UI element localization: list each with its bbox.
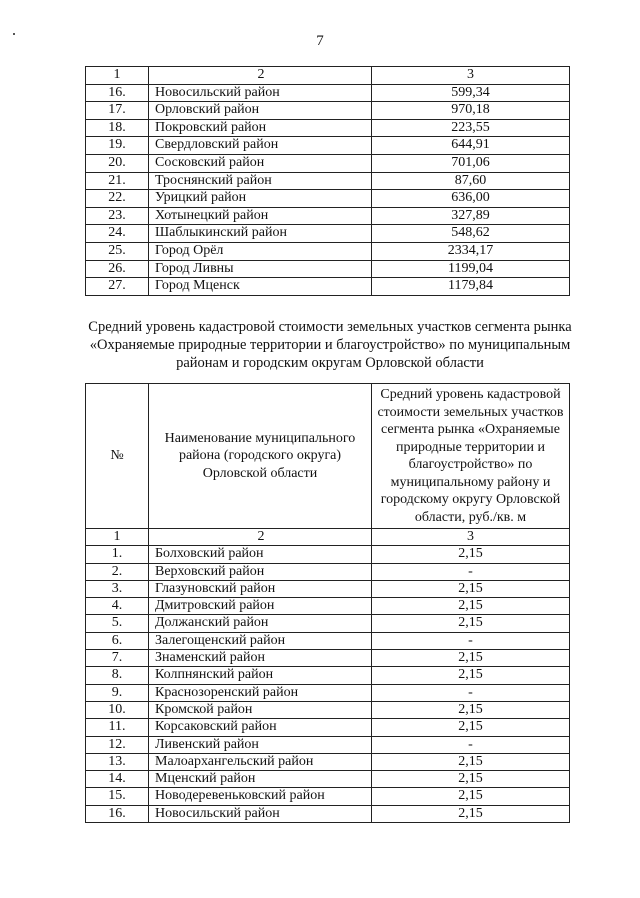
cadastral-value: 970,18 <box>372 102 570 120</box>
cadastral-value: 2,15 <box>372 546 570 563</box>
table-row <box>86 119 570 137</box>
municipality-name: Знаменский район <box>149 650 372 667</box>
table-column-number-row <box>86 67 570 85</box>
table-row <box>86 546 570 563</box>
table-row <box>86 615 570 632</box>
table-column-number-row <box>86 529 570 546</box>
municipality-name: Залегощенский район <box>149 632 372 649</box>
header-municipality-name: Наименование муниципального района (городского округа) Орловской области <box>149 384 372 529</box>
table-row <box>86 719 570 736</box>
table-header-row <box>86 384 570 529</box>
row-number: 22. <box>86 190 149 208</box>
cadastral-value: 2,15 <box>372 615 570 632</box>
row-number: 7. <box>86 650 149 667</box>
cadastral-value: 2,15 <box>372 650 570 667</box>
row-number: 17. <box>86 102 149 120</box>
cadastral-value: 644,91 <box>372 137 570 155</box>
row-number: 2. <box>86 563 149 580</box>
row-number: 10. <box>86 701 149 718</box>
cadastral-value: 2,15 <box>372 701 570 718</box>
column-number-1: 1 <box>86 67 149 85</box>
cadastral-value: 2334,17 <box>372 242 570 260</box>
cadastral-value: 87,60 <box>372 172 570 190</box>
header-average-cadastral-value: Средний уровень кадастровой стоимости земельных участков сегмента рынка «Охраняемые природные территории и благоустройство» по муниципальному району и городскому округу Орловской области, руб./кв. м <box>372 384 570 529</box>
table-row <box>86 102 570 120</box>
municipality-name: Корсаковский район <box>149 719 372 736</box>
municipality-name: Город Мценск <box>149 278 372 296</box>
row-number: 23. <box>86 207 149 225</box>
municipality-name: Должанский район <box>149 615 372 632</box>
row-number: 21. <box>86 172 149 190</box>
municipality-name: Глазуновский район <box>149 580 372 597</box>
row-number: 27. <box>86 278 149 296</box>
column-number-3: 3 <box>372 67 570 85</box>
row-number: 8. <box>86 667 149 684</box>
table-row <box>86 684 570 701</box>
row-number: 1. <box>86 546 149 563</box>
row-number: 18. <box>86 119 149 137</box>
row-number: 6. <box>86 632 149 649</box>
column-number-2: 2 <box>149 529 372 546</box>
cadastral-value: - <box>372 736 570 753</box>
column-number-2: 2 <box>149 67 372 85</box>
table-row <box>86 207 570 225</box>
table-row <box>86 805 570 822</box>
row-number: 11. <box>86 719 149 736</box>
cadastral-value: 2,15 <box>372 788 570 805</box>
municipality-name: Урицкий район <box>149 190 372 208</box>
municipality-name: Новосильский район <box>149 805 372 822</box>
municipality-name: Город Орёл <box>149 242 372 260</box>
row-number: 13. <box>86 753 149 770</box>
cadastral-value-table-continued <box>85 66 570 296</box>
row-number: 9. <box>86 684 149 701</box>
cadastral-value: - <box>372 563 570 580</box>
municipality-name: Орловский район <box>149 102 372 120</box>
protected-territories-value-table <box>85 383 570 823</box>
cadastral-value: 2,15 <box>372 667 570 684</box>
table-row <box>86 736 570 753</box>
cadastral-value: 2,15 <box>372 719 570 736</box>
cadastral-value: 701,06 <box>372 154 570 172</box>
table-row <box>86 260 570 278</box>
row-number: 5. <box>86 615 149 632</box>
municipality-name: Верховский район <box>149 563 372 580</box>
table-row <box>86 753 570 770</box>
table-caption: Средний уровень кадастровой стоимости земельных участков сегмента рынка «Охраняемые природные территории и благоустройство» по муниципальным районам и городским округам Орловской области <box>88 319 572 371</box>
page-number: 7 <box>316 33 324 49</box>
table-row <box>86 242 570 260</box>
municipality-name: Покровский район <box>149 119 372 137</box>
municipality-name: Мценский район <box>149 771 372 788</box>
cadastral-value: 2,15 <box>372 805 570 822</box>
table-row <box>86 154 570 172</box>
row-number: 19. <box>86 137 149 155</box>
row-number: 3. <box>86 580 149 597</box>
table-row <box>86 632 570 649</box>
cadastral-value: 327,89 <box>372 207 570 225</box>
municipality-name: Краснозоренский район <box>149 684 372 701</box>
municipality-name: Колпнянский район <box>149 667 372 684</box>
cadastral-value: 2,15 <box>372 580 570 597</box>
municipality-name: Новосильский район <box>149 84 372 102</box>
row-number: 15. <box>86 788 149 805</box>
row-number: 12. <box>86 736 149 753</box>
municipality-name: Город Ливны <box>149 260 372 278</box>
cadastral-value: 1199,04 <box>372 260 570 278</box>
cadastral-value: 1179,84 <box>372 278 570 296</box>
municipality-name: Шаблыкинский район <box>149 225 372 243</box>
municipality-name: Хотынецкий район <box>149 207 372 225</box>
municipality-name: Свердловский район <box>149 137 372 155</box>
table-row <box>86 137 570 155</box>
row-number: 16. <box>86 805 149 822</box>
municipality-name: Дмитровский район <box>149 598 372 615</box>
column-number-3: 3 <box>372 529 570 546</box>
cadastral-value: - <box>372 632 570 649</box>
table-row <box>86 190 570 208</box>
table-row <box>86 701 570 718</box>
municipality-name: Малоархангельский район <box>149 753 372 770</box>
municipality-name: Сосковский район <box>149 154 372 172</box>
cadastral-value: 599,34 <box>372 84 570 102</box>
header-number: № <box>86 384 149 529</box>
table-row <box>86 563 570 580</box>
cadastral-value: 223,55 <box>372 119 570 137</box>
table-row <box>86 771 570 788</box>
cadastral-value: 2,15 <box>372 753 570 770</box>
table-row <box>86 580 570 597</box>
row-number: 26. <box>86 260 149 278</box>
row-number: 16. <box>86 84 149 102</box>
cadastral-value: 2,15 <box>372 771 570 788</box>
column-number-1: 1 <box>86 529 149 546</box>
municipality-name: Троснянский район <box>149 172 372 190</box>
municipality-name: Кромской район <box>149 701 372 718</box>
cadastral-value: 636,00 <box>372 190 570 208</box>
table-row <box>86 278 570 296</box>
table-row <box>86 225 570 243</box>
table-row <box>86 172 570 190</box>
table-row <box>86 667 570 684</box>
municipality-name: Новодеревеньковский район <box>149 788 372 805</box>
table-row <box>86 650 570 667</box>
row-number: 25. <box>86 242 149 260</box>
table-row <box>86 84 570 102</box>
row-number: 4. <box>86 598 149 615</box>
cadastral-value: 2,15 <box>372 598 570 615</box>
cadastral-value: - <box>372 684 570 701</box>
row-number: 24. <box>86 225 149 243</box>
row-number: 14. <box>86 771 149 788</box>
cadastral-value: 548,62 <box>372 225 570 243</box>
table-row <box>86 598 570 615</box>
municipality-name: Ливенский район <box>149 736 372 753</box>
row-number: 20. <box>86 154 149 172</box>
table-row <box>86 788 570 805</box>
municipality-name: Болховский район <box>149 546 372 563</box>
